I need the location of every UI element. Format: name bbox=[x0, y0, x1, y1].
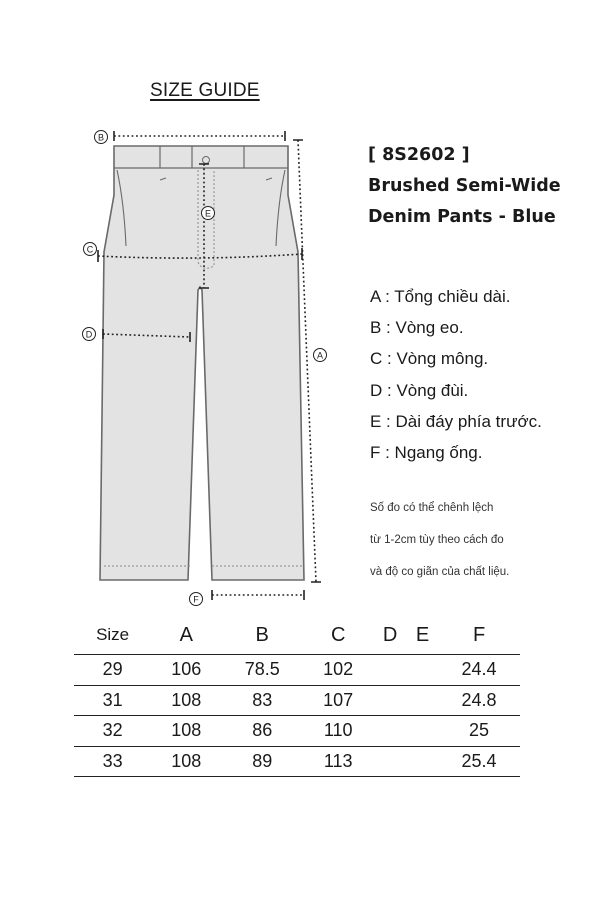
cell-f: 25.4 bbox=[438, 746, 520, 777]
legend-item-d: D : Vòng đùi. bbox=[370, 380, 469, 400]
cell-size: 32 bbox=[74, 716, 151, 747]
cell-d bbox=[373, 716, 407, 747]
measurement-note bbox=[370, 492, 590, 588]
cell-a: 106 bbox=[151, 655, 221, 686]
legend-item-e: E : Dài đáy phía trước. bbox=[370, 411, 542, 431]
cell-b: 83 bbox=[221, 685, 303, 716]
header-c: C bbox=[330, 623, 346, 646]
legend-item-a: A : Tổng chiều dài. bbox=[370, 287, 511, 306]
svg-text:E: E bbox=[204, 208, 212, 219]
marker-a bbox=[314, 349, 327, 362]
header-e: E bbox=[415, 623, 430, 646]
cell-f: 25 bbox=[438, 716, 520, 747]
size-guide-title: SIZE GUIDE bbox=[150, 80, 260, 101]
cell-d bbox=[373, 655, 407, 686]
note-line: Số đo có thể chênh lệch bbox=[370, 502, 494, 514]
svg-text:A: A bbox=[316, 350, 324, 361]
cell-a: 108 bbox=[151, 746, 221, 777]
legend-item-c: C : Vòng mông. bbox=[370, 349, 489, 369]
cell-f: 24.4 bbox=[438, 655, 520, 686]
svg-text:C: C bbox=[86, 244, 94, 255]
header-size: Size bbox=[96, 625, 130, 644]
product-name-line-2: Denim Pants - Blue bbox=[368, 207, 556, 227]
table-row bbox=[74, 655, 520, 686]
cell-c: 113 bbox=[303, 746, 373, 777]
svg-text:F: F bbox=[193, 594, 199, 605]
svg-text:B: B bbox=[97, 132, 105, 143]
header-d: D bbox=[382, 623, 398, 646]
product-name-line-1: Brushed Semi-Wide bbox=[368, 176, 561, 196]
table-row bbox=[74, 716, 520, 747]
measurement-legend bbox=[370, 281, 595, 468]
cell-e bbox=[407, 655, 438, 686]
note-line: từ 1-2cm tùy theo cách đo bbox=[370, 534, 504, 546]
marker-b bbox=[95, 131, 108, 144]
cell-f: 24.8 bbox=[438, 685, 520, 716]
cell-size: 29 bbox=[74, 655, 151, 686]
cell-c: 110 bbox=[303, 716, 373, 747]
size-table bbox=[74, 616, 520, 777]
svg-text:D: D bbox=[85, 329, 93, 340]
cell-e bbox=[407, 746, 438, 777]
cell-a: 108 bbox=[151, 685, 221, 716]
cell-d bbox=[373, 746, 407, 777]
cell-c: 107 bbox=[303, 685, 373, 716]
cell-e bbox=[407, 716, 438, 747]
cell-e bbox=[407, 685, 438, 716]
header-a: A bbox=[179, 623, 193, 646]
legend-item-b: B : Vòng eo. bbox=[370, 318, 464, 338]
cell-size: 33 bbox=[74, 746, 151, 777]
note-line: và độ co giãn của chất liệu. bbox=[370, 566, 510, 578]
header-b: B bbox=[255, 623, 269, 646]
table-row bbox=[74, 746, 520, 777]
cell-a: 108 bbox=[151, 716, 221, 747]
marker-e bbox=[202, 207, 215, 220]
table-row bbox=[74, 685, 520, 716]
header-f: F bbox=[472, 623, 486, 646]
cell-b: 89 bbox=[221, 746, 303, 777]
legend-item-f: F : Ngang ống. bbox=[370, 443, 483, 463]
marker-d bbox=[83, 328, 96, 341]
cell-c: 102 bbox=[303, 655, 373, 686]
table-header-row bbox=[74, 616, 520, 655]
cell-d bbox=[373, 685, 407, 716]
cell-size: 31 bbox=[74, 685, 151, 716]
marker-c bbox=[84, 243, 97, 256]
product-info bbox=[368, 140, 588, 233]
marker-f bbox=[190, 593, 203, 606]
cell-b: 78.5 bbox=[221, 655, 303, 686]
product-code: [ 8S2602 ] bbox=[368, 145, 470, 165]
cell-b: 86 bbox=[221, 716, 303, 747]
